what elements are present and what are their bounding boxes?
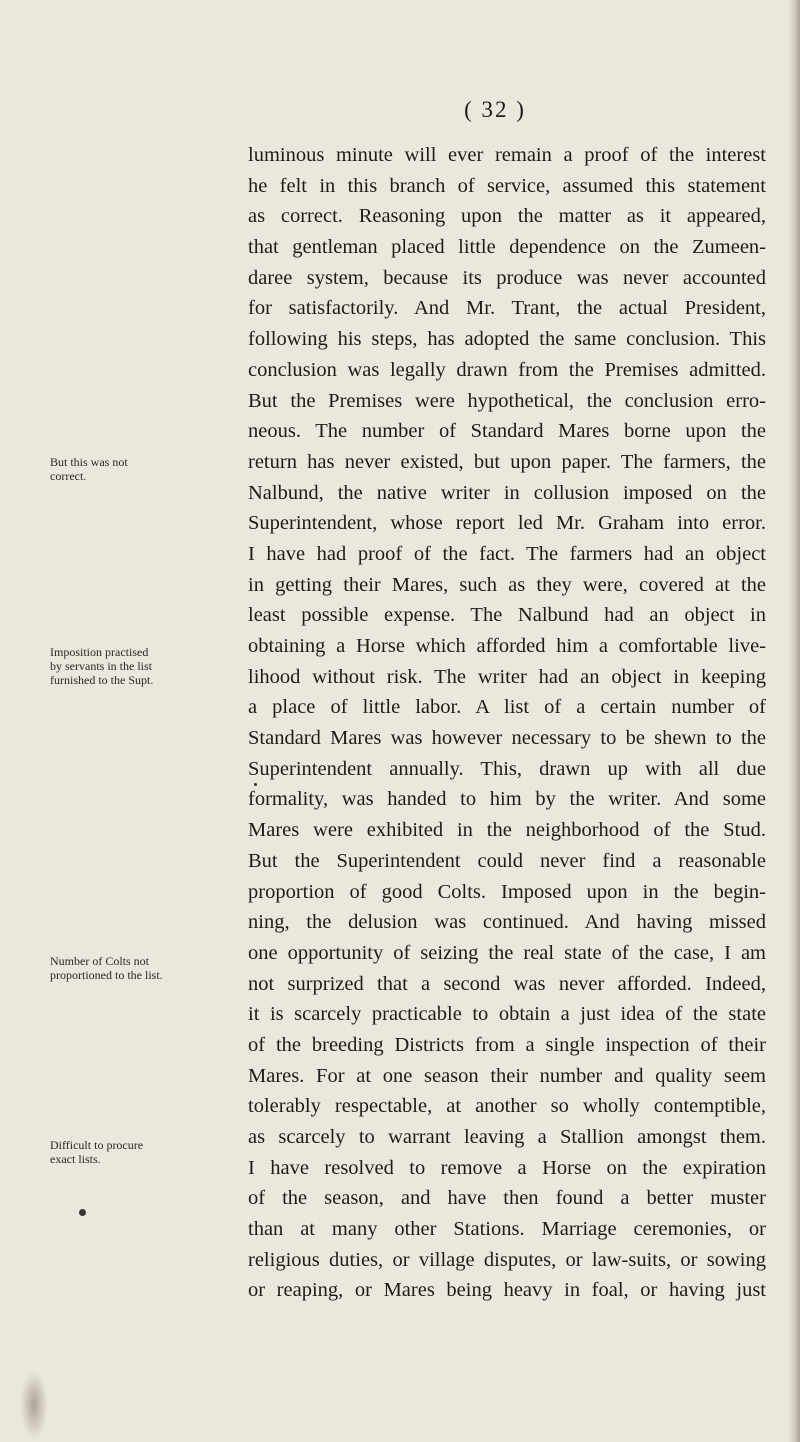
text-line: that gentleman placed little dependence on the Zumeen- bbox=[248, 236, 766, 259]
text-line: return has never existed, but upon paper. The farmers, the bbox=[248, 450, 766, 473]
text-line: as correct. Reasoning upon the matter as it appeared, bbox=[248, 205, 766, 228]
margin-note-colts bbox=[50, 954, 212, 982]
text-line: daree system, because its produce was never accounted bbox=[248, 266, 766, 289]
text-line: not surprized that a second was never afforded. Indeed, bbox=[248, 972, 766, 995]
text-line: Superintendent, whose report led Mr. Graham into error. bbox=[248, 512, 766, 535]
margin-note-line: exact lists. bbox=[50, 1152, 101, 1166]
text-line: lihood without risk. The writer had an object in keeping bbox=[248, 665, 766, 688]
margin-note-line: Imposition practised bbox=[50, 645, 149, 659]
margin-note-line: But this was not bbox=[50, 455, 128, 469]
text-line: conclusion was legally drawn from the Premises admitted. bbox=[248, 358, 766, 381]
text-line: he felt in this branch of service, assumed this statement bbox=[248, 174, 766, 197]
text-line: least possible expense. The Nalbund had an object in bbox=[248, 604, 766, 627]
text-line: But the Superintendent could never find a reasonable bbox=[248, 849, 766, 872]
text-line: of the season, and have then found a better muster bbox=[248, 1187, 766, 1210]
text-line: I have resolved to remove a Horse on the expiration bbox=[248, 1156, 766, 1179]
text-line: Standard Mares was however necessary to be shewn to the bbox=[248, 727, 766, 750]
margin-note-line: correct. bbox=[50, 469, 87, 483]
margin-note-line: proportioned to the list. bbox=[50, 968, 163, 982]
text-line: luminous minute will ever remain a proof of the interest bbox=[248, 144, 766, 166]
text-line: formality, was handed to him by the writer. And some bbox=[248, 788, 766, 811]
text-line: for satisfactorily. And Mr. Trant, the actual President, bbox=[248, 297, 766, 320]
text-line: neous. The number of Standard Mares borne upon the bbox=[248, 420, 766, 443]
text-line: in getting their Mares, such as they were, covered at the bbox=[248, 573, 766, 596]
page-number: ( 32 ) bbox=[464, 97, 526, 122]
text-line: Mares. For at one season their number and quality seem bbox=[248, 1064, 766, 1087]
ink-speck bbox=[79, 1209, 86, 1216]
text-line: one opportunity of seizing the real state of the case, I am bbox=[248, 941, 766, 964]
text-line: I have had proof of the fact. The farmers had an object bbox=[248, 542, 766, 565]
text-line: it is scarcely practicable to obtain a just idea of the state bbox=[248, 1003, 766, 1026]
text-line: or reaping, or Mares being heavy in foal, or having just bbox=[248, 1279, 766, 1302]
margin-note-line: furnished to the Supt. bbox=[50, 673, 154, 687]
text-line: as scarcely to warrant leaving a Stallion amongst them. bbox=[248, 1126, 766, 1148]
text-line: a place of little labor. A list of a certain number of bbox=[248, 696, 766, 719]
margin-note-exact-lists bbox=[50, 1138, 212, 1166]
text-line: Nalbund, the native writer in collusion imposed on the bbox=[248, 481, 766, 504]
text-line: proportion of good Colts. Imposed upon in the begin- bbox=[248, 880, 766, 903]
margin-note-line: by servants in the list bbox=[50, 659, 152, 673]
text-line: following his steps, has adopted the same conclusion. This bbox=[248, 328, 766, 351]
margin-note-not-correct bbox=[50, 455, 212, 483]
page-edge-shadow bbox=[788, 0, 800, 1442]
text-line: tolerably respectable, at another so wholly contemptible, bbox=[248, 1095, 766, 1118]
text-line: of the breeding Districts from a single inspection of their bbox=[248, 1033, 766, 1056]
body-text bbox=[248, 140, 766, 1306]
margin-note-line: Number of Colts not bbox=[50, 954, 149, 968]
text-line: But the Premises were hypothetical, the conclusion erro- bbox=[248, 389, 766, 412]
text-line: Superintendent annually. This, drawn up with all due bbox=[248, 757, 766, 780]
text-line: than at many other Stations. Marriage ceremonies, or bbox=[248, 1218, 766, 1241]
page-smudge bbox=[20, 1370, 48, 1440]
margin-note-imposition bbox=[50, 645, 212, 687]
text-line: obtaining a Horse which afforded him a comfortable live- bbox=[248, 635, 766, 657]
text-line: religious duties, or village disputes, or law-suits, or sowing bbox=[248, 1248, 766, 1271]
margin-note-line: Difficult to procure bbox=[50, 1138, 144, 1152]
text-line: Mares were exhibited in the neighborhood of the Stud. bbox=[248, 819, 766, 842]
text-line: ning, the delusion was continued. And having missed bbox=[248, 911, 766, 934]
